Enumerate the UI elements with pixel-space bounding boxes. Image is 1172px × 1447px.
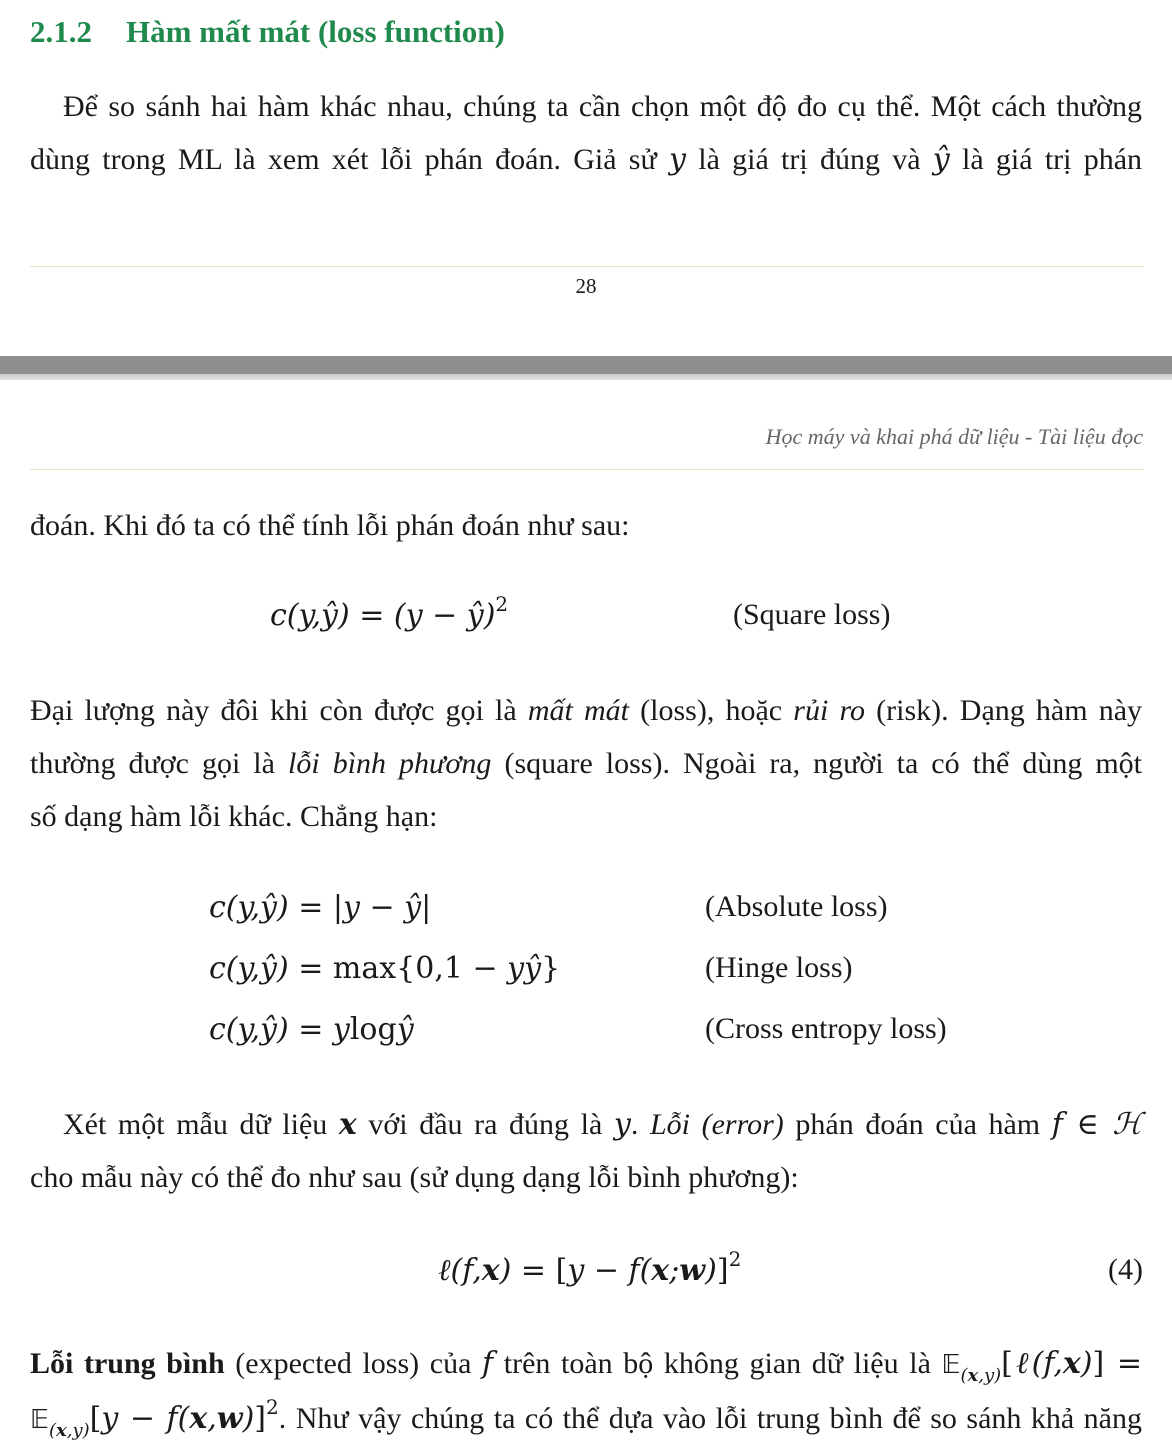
label-cross-entropy-loss: (Cross entropy loss) [705,1012,947,1045]
expectation-expression-2: 𝔼$_{(x,y)}$[y − f(x,w)]$^2$ [30,1395,279,1441]
page-break [0,356,1172,380]
risk-line-3: số dạng hàm lỗi khác. Chẳng hạn: [30,800,438,833]
section-number: 2.1.2 [30,14,92,49]
equation-cross-entropy-loss: c(y,ŷ) = ylogŷ [209,1012,414,1047]
equation-absolute-loss: c(y,ŷ) = |y − ŷ| [209,890,432,925]
equation-square-loss: c(y,ŷ) = (y − ŷ)$^2$ [270,592,509,633]
running-header: Học máy và khai phá dữ liệu - Tài liệu đọc [765,424,1143,449]
expected-line-1: Lỗi trung bình (expected loss) của f trên toàn bộ không gian dữ liệu là 𝔼$_{(x,y)}$[ℓ(f,x)] = [30,1346,1142,1386]
risk-paragraph [30,684,1142,843]
expected-loss-paragraph [30,1337,1142,1447]
label-square-loss: (Square loss) [733,598,891,631]
footer-rule [30,266,1144,267]
section-heading [30,14,505,50]
error-line-2: cho mẫu này có thể đo như sau (sử dụng dạng lỗi bình phương): [30,1161,799,1194]
risk-line-2: thường được gọi là lỗi bình phương (square loss). Ngoài ra, người ta có thể dùng một [30,747,1143,780]
section-title: Hàm mất mát (loss function) [126,14,505,49]
expected-line-2: 𝔼$_{(x,y)}$[y − f(x,w)]$^2$. Như vậy chúng ta có thể dựa vào lỗi trung bình để so sánh khả năng [30,1395,1142,1441]
intro-paragraph [30,80,1142,186]
expectation-expression-1: 𝔼$_{(x,y)}$[ℓ(f,x)] = [941,1346,1142,1386]
error-paragraph [30,1098,1142,1204]
equation-hinge-loss: c(y,ŷ) = max{0,1 − yŷ} [209,951,561,986]
math-yhat: ŷ [932,142,950,177]
equation-4: ℓ(f,x) = [y − f(x;w)]$^2$ [438,1247,742,1288]
risk-line-1: Đại lượng này đôi khi còn được gọi là mất mát (loss), hoặc rủi ro (risk). Dạng hàm này [30,694,1143,727]
intro-line-1: Để so sánh hai hàm khác nhau, chúng ta cần chọn một độ đo cụ thể. Một cách thường [63,90,1142,123]
intro-line-2: dùng trong ML là xem xét lỗi phán đoán. Giả sử y là giá trị đúng và ŷ là giá trị phán [30,142,1143,177]
equation-4-number: (4) [1108,1253,1143,1286]
header-rule [30,469,1144,470]
page-number: 28 [575,274,597,298]
math-x-bold: x [338,1107,357,1142]
label-hinge-loss: (Hinge loss) [705,951,853,984]
label-absolute-loss: (Absolute loss) [705,890,888,923]
error-line-1: Xét một mẫu dữ liệu x với đầu ra đúng là y. Lỗi (error) phán đoán của hàm f ∈ ℋ [63,1107,1143,1142]
continuation-line: đoán. Khi đó ta có thể tính lỗi phán đoán như sau: [30,509,630,542]
math-y: y [669,142,686,177]
